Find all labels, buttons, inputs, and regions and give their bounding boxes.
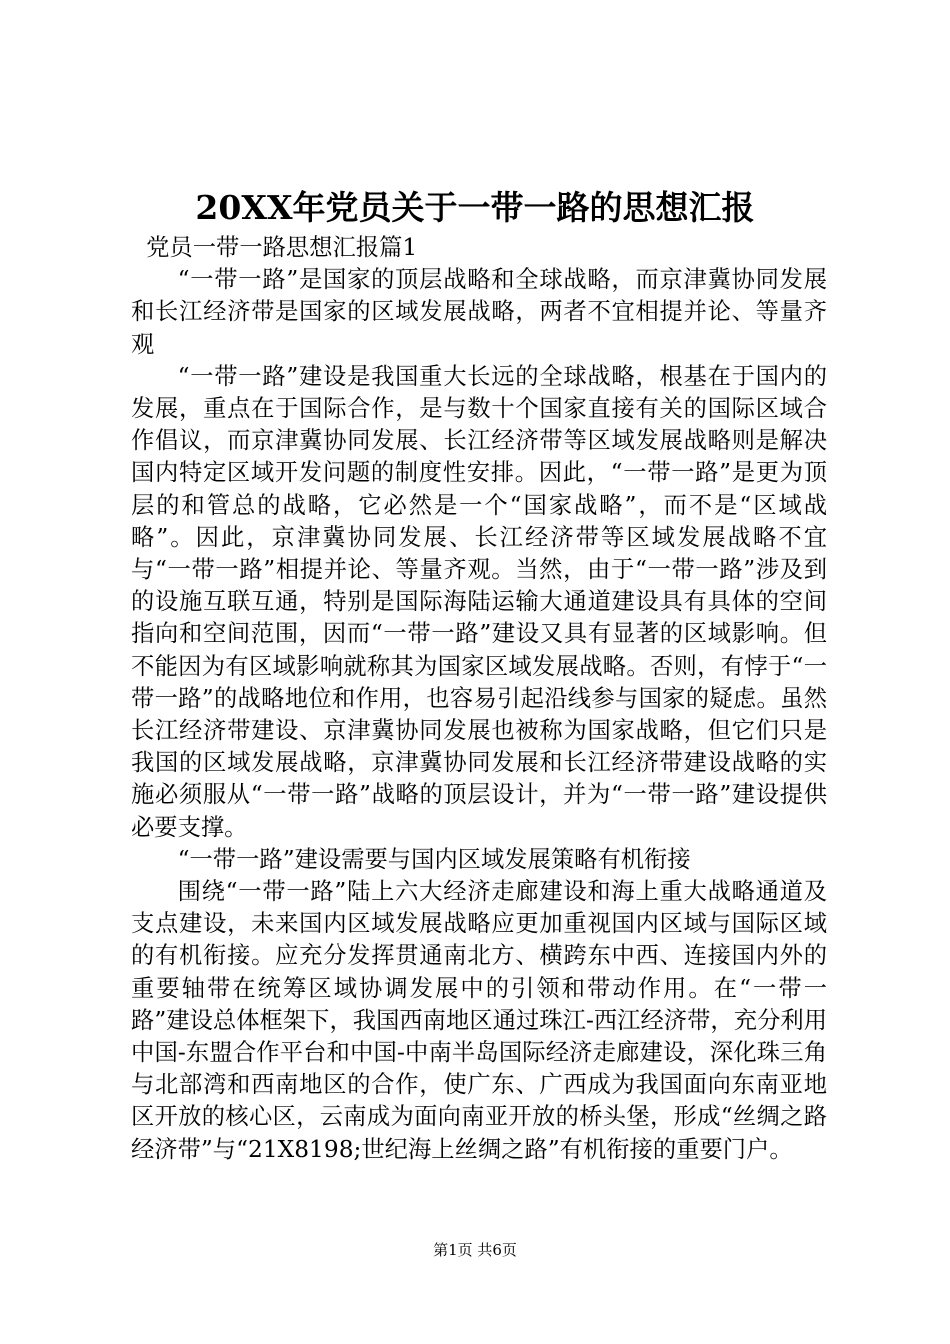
document-title: 20XX年党员关于一带一路的思想汇报 [195,188,755,227]
section-heading: 党员一带一路思想汇报篇1 [146,234,418,261]
paragraph: “一带一路”是国家的顶层战略和全球战略，而京津冀协同发展和长江经济带是国家的区域发展战略，两者不宜相提并论、等量齐观 [131,266,827,358]
paragraph: “一带一路”建设需要与国内区域发展策略有机衔接 [177,845,691,873]
paragraph: 围绕“一带一路”陆上六大经济走廊建设和海上重大战略通道及支点建设，未来国内区域发展战略应更加重视国内区域与国际区域的有机衔接。应充分发挥贯通南北方、横跨东中西、连接国内外的重要轴带在统筹区域协调发展中的引领和带动作用。在“一带一路”建设总体框架下，我国西南地区通过珠江-西江经济带，充分利用中国-东盟合作平台和中国-中南半岛国际经济走廊建设，深化珠三角与北部湾和西南地区的合作，使广东、广西成为我国面向东南亚地区开放的核心区，云南成为面向南亚开放的桥头堡，形成“丝绸之路经济带”与“21X8198;世纪海上丝绸之路”有机衔接的重要门户。 [131,878,827,1163]
page-footer: 第1页 共6页 [433,1241,517,1259]
document-body [131,232,827,1166]
paragraph: “一带一路”建设是我国重大长远的全球战略，根基在于国内的发展，重点在于国际合作，是与数十个国家直接有关的国际区域合作倡议，而京津冀协同发展、长江经济带等区域发展战略则是解决国内特定区域开发问题的制度性安排。因此，“一带一路”是更为顶层的和管总的战略，它必然是一个“国家战略”，而不是“区域战略”。因此，京津冀协同发展、长江经济带等区域发展战略不宜与“一带一路”相提并论、等量齐观。当然，由于“一带一路”涉及到的设施互联互通，特别是国际海陆运输大通道建设具有具体的空间指向和空间范围，因而“一带一路”建设又具有显著的区域影响。但不能因为有区域影响就称其为国家区域发展战略。否则，有悖于“一带一路”的战略地位和作用，也容易引起沿线参与国家的疑虑。虽然长江经济带建设、京津冀协同发展也被称为国家战略，但它们只是我国的区域发展战略，京津冀协同发展和长江经济带建设战略的实施必须服从“一带一路”战略的顶层设计，并为“一带一路”建设提供必要支撑。 [131,362,827,841]
